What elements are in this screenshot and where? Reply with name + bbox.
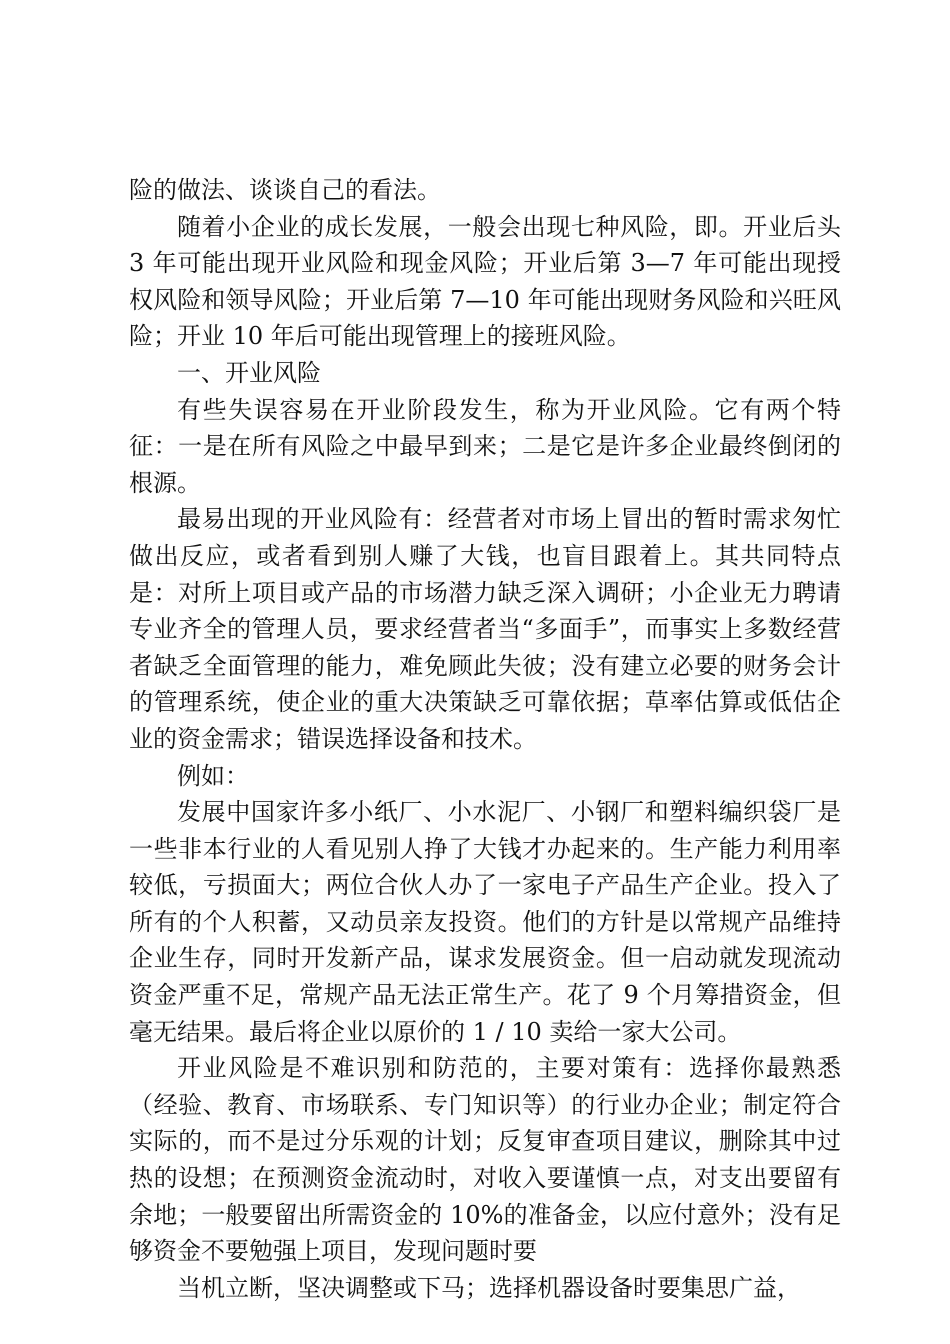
paragraph-decisive-action: 当机立断，坚决调整或下马；选择机器设备时要集思广益， [177, 1273, 801, 1302]
paragraph-seven-risks: 随着小企业的成长发展，一般会出现七种风险，即。开业后头 3 年可能出现开业风险和现金风险；开业后第 3—7 年可能出现授权风险和领导风险；开业后第 7—10 年可能出现财务风险和兴旺风险；开业 10 年后可能出现管理上的接班风险。 [129, 212, 841, 351]
paragraph-countermeasures: 开业风险是不难识别和防范的，主要对策有：选择你最熟悉（经验、教育、市场联系、专门知识等）的行业办企业；制定符合实际的，而不是过分乐观的计划；反复审查项目建议，删除其中过热的设想；在预测资金流动时，对收入要谨慎一点，对支出要留有余地；一般要留出所需资金的 10%的准备金，以应付意外；没有足够资金不要勉强上项目，发现问题时要 [129, 1054, 841, 1266]
document-body [129, 172, 841, 1306]
paragraph-continuation: 险的做法、谈谈自己的看法。 [129, 176, 441, 204]
paragraph-common-startup-risks: 最易出现的开业风险有：经营者对市场上冒出的暂时需求匆忙做出反应，或者看到别人赚了大钱，也盲目跟着上。其共同特点是：对所上项目或产品的市场潜力缺乏深入调研；小企业无力聘请专业齐全的管理人员，要求经营者当“多面手”，而事实上多数经营者缺乏全面管理的能力，难免顾此失彼；没有建立必要的财务会计的管理系统，使企业的重大决策缺乏可靠依据；草率估算或低估企业的资金需求；错误选择设备和技术。 [129, 505, 841, 753]
paragraph-example-cases: 发展中国家许多小纸厂、小水泥厂、小钢厂和塑料编织袋厂是一些非本行业的人看见别人挣了大钱才办起来的。生产能力利用率较低，亏损面大；两位合伙人办了一家电子产品生产企业。投入了所有的个人积蓄，又动员亲友投资。他们的方针是以常规产品维持企业生存，同时开发新产品，谋求发展资金。但一启动就发现流动资金严重不足，常规产品无法正常生产。花了 9 个月筹措资金，但毫无结果。最后将企业以原价的 1 / 10 卖给一家大公司。 [129, 798, 841, 1046]
paragraph-startup-risk-definition: 有些失误容易在开业阶段发生，称为开业风险。它有两个特征：一是在所有风险之中最早到来；二是它是许多企业最终倒闭的根源。 [129, 395, 841, 497]
section-heading-startup-risk: 一、开业风险 [177, 358, 321, 387]
paragraph-example-label: 例如： [177, 761, 249, 790]
